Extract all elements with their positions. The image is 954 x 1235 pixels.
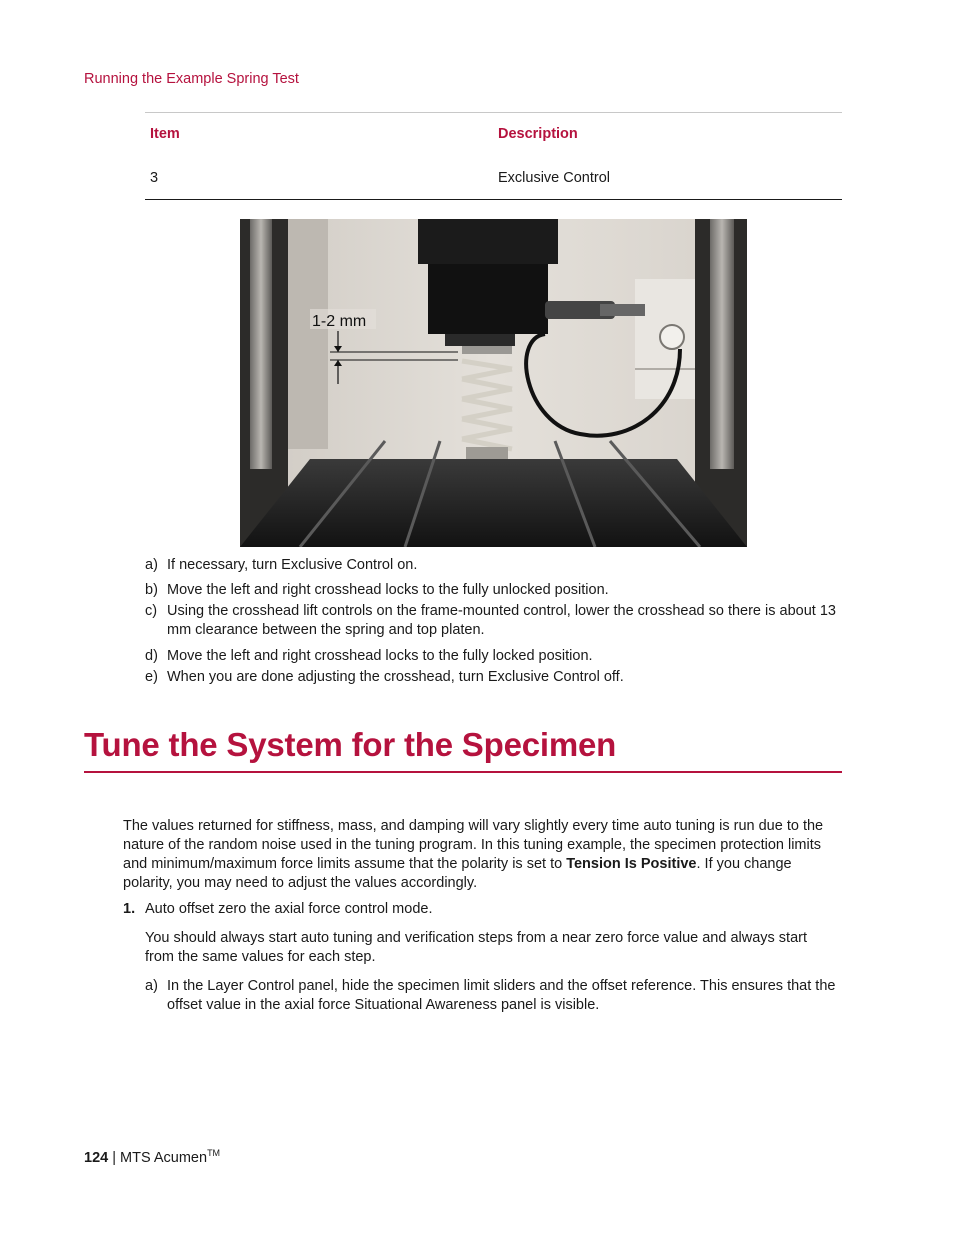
trademark-symbol: TM bbox=[207, 1148, 221, 1158]
list-item-label: d) bbox=[145, 648, 158, 664]
spring-test-photo bbox=[240, 219, 747, 547]
intro-text: The values returned for stiffness, mass, and damping will vary slightly every time auto tuning is run due to the nature of the random noise used in the tuning program. In this tuning example, the specimen protection limits and minimum/maximum force limits assume that the polarity is set to bbox=[123, 818, 824, 872]
table-top-rule bbox=[145, 112, 842, 113]
step-number: 1. bbox=[123, 901, 136, 917]
table-bottom-rule bbox=[145, 199, 842, 200]
list-item-label: c) bbox=[145, 603, 158, 619]
list-item-text: Move the left and right crosshead locks to the fully locked position. bbox=[167, 648, 593, 664]
running-head: Running the Example Spring Test bbox=[84, 71, 299, 87]
step-detail: You should always start auto tuning and verification steps from a near zero force value and always start from the same values for each step. bbox=[145, 930, 807, 965]
footer-separator: | bbox=[108, 1149, 121, 1166]
step-text: Auto offset zero the axial force control mode. bbox=[145, 901, 433, 917]
table-header-item: Item bbox=[150, 126, 180, 142]
list-item-label: e) bbox=[145, 669, 158, 685]
product-name: MTS Acumen bbox=[120, 1149, 208, 1166]
table-cell-item: 3 bbox=[150, 170, 159, 186]
page-footer bbox=[84, 1148, 220, 1166]
table-cell-description: Exclusive Control bbox=[498, 170, 611, 186]
dimension-label: 1-2 mm bbox=[312, 313, 367, 330]
list-item-label: b) bbox=[145, 582, 158, 598]
list-item-text: In the Layer Control panel, hide the specimen limit sliders and the offset reference. This ensures that the offset value in the axial force Situational Awareness panel is visible. bbox=[167, 978, 836, 1013]
intro-bold: Tension Is Positive bbox=[566, 856, 697, 872]
list-item-label: a) bbox=[145, 978, 158, 994]
list-item-text: Move the left and right crosshead locks to the fully unlocked position. bbox=[167, 582, 609, 598]
list-item-label: a) bbox=[145, 557, 158, 573]
section-title: Tune the System for the Specimen bbox=[84, 726, 617, 763]
list-item-text: If necessary, turn Exclusive Control on. bbox=[167, 557, 418, 573]
list-item-text: When you are done adjusting the crosshead, turn Exclusive Control off. bbox=[167, 669, 624, 685]
intro-text-end: . If you change polarity, you may need to adjust the values accordingly. bbox=[123, 856, 792, 891]
list-item-text: Using the crosshead lift controls on the frame-mounted control, lower the crosshead so there is about 13 mm clearance between the spring and top platen. bbox=[167, 603, 836, 638]
section-intro bbox=[123, 817, 843, 893]
section-title-rule bbox=[84, 771, 842, 773]
table-header-description: Description bbox=[498, 126, 578, 142]
page-number: 124 bbox=[84, 1149, 109, 1166]
